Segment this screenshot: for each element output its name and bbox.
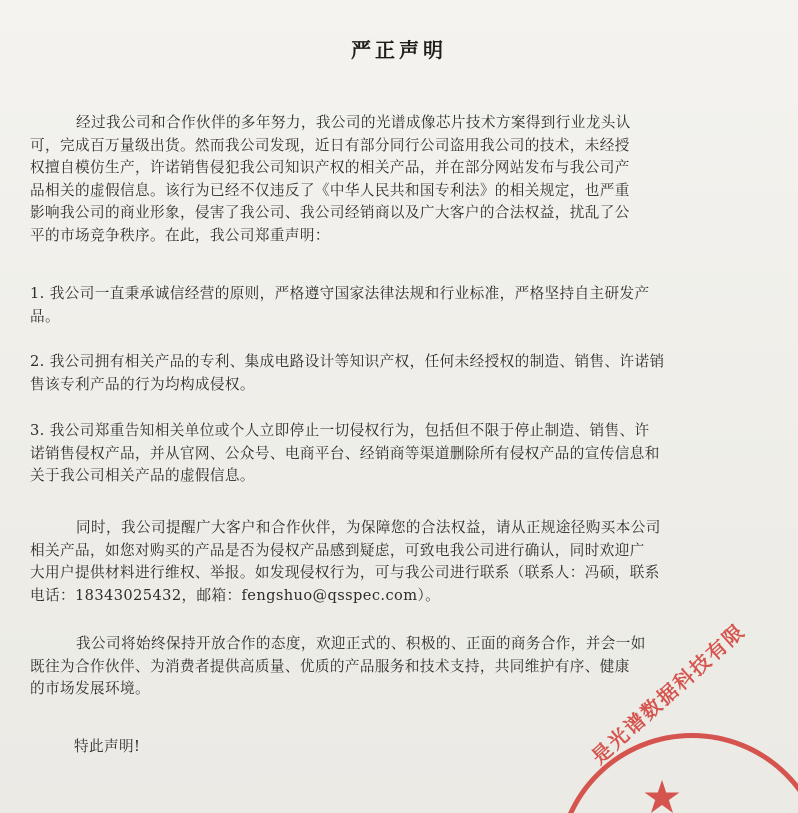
seal-star-icon (643, 778, 681, 813)
paragraph-line: 可，完成百万量级出货。然而我公司发现，近日有部分同行公司盗用我公司的技术，未经授 (30, 136, 630, 154)
signoff-text: 特此声明! (74, 738, 141, 755)
paragraph-line: 既往为合作伙伴、为消费者提供高质量、优质的产品服务和技术支持，共同维护有序、健康 (30, 657, 630, 675)
paragraph-line: 1. 我公司一直秉承诚信经营的原则，严格遵守国家法律法规和行业标准，严格坚持自主研发产 (30, 285, 650, 302)
paragraph-line: 我公司将始终保持开放合作的态度，欢迎正式的、积极的、正面的商务合作，并会一如 (76, 635, 646, 652)
paragraph-line: 同时，我公司提醒广大客户和合作伙伴，为保障您的合法权益，请从正规途径购买本公司 (76, 519, 661, 536)
paragraph-line: 3. 我公司郑重告知相关单位或个人立即停止一切侵权行为，包括但不限于停止制造、销售、许 (30, 422, 650, 439)
paragraph-line: 诺销售侵权产品，并从官网、公众号、电商平台、经销商等渠道删除所有侵权产品的宣传信息和 (30, 444, 660, 462)
statement-item-3 (30, 420, 778, 488)
notice-paragraph (30, 517, 778, 607)
paragraph-line: 品。 (30, 307, 60, 325)
paragraph-line: 关于我公司相关产品的虚假信息。 (30, 467, 255, 485)
paragraph-line: 大用户提供材料进行维权、举报。如发现侵权行为，可与我公司进行联系（联系人：冯硕，联系 (30, 564, 660, 582)
seal-text: 是光谱数据科技有限 (586, 618, 750, 769)
paragraph-line: 相关产品，如您对购买的产品是否为侵权产品感到疑虑，可致电我公司进行确认，同时欢迎广 (30, 541, 645, 559)
statement-item-1 (30, 283, 778, 328)
paragraph-line: 平的市场竞争秩序。在此，我公司郑重声明： (30, 226, 330, 244)
paragraph-line: 权擅自模仿生产，许诺销售侵犯我公司知识产权的相关产品，并在部分网站发布与我公司产 (30, 159, 630, 177)
statement-item-2 (30, 351, 778, 396)
paragraph-line: 的市场发展环境。 (30, 680, 150, 698)
contact-line: 电话：18343025432，邮箱：fengshuo@qsspec.com）。 (30, 586, 441, 604)
paragraph-line: 2. 我公司拥有相关产品的专利、集成电路设计等知识产权，任何未经授权的制造、销售、许诺销 (30, 353, 665, 370)
intro-paragraph (30, 112, 778, 248)
paragraph-line: 影响我公司的商业形象，侵害了我公司、我公司经销商以及广大客户的合法权益，扰乱了公 (30, 204, 630, 222)
paragraph-line: 经过我公司和合作伙伴的多年努力，我公司的光谱成像芯片技术方案得到行业龙头认 (76, 114, 631, 131)
paragraph-line: 售该专利产品的行为均构成侵权。 (30, 375, 255, 393)
paragraph-line: 品相关的虚假信息。该行为已经不仅违反了《中华人民共和国专利法》的相关规定，也严重 (30, 181, 630, 199)
document-title: 严正声明 (351, 38, 447, 62)
